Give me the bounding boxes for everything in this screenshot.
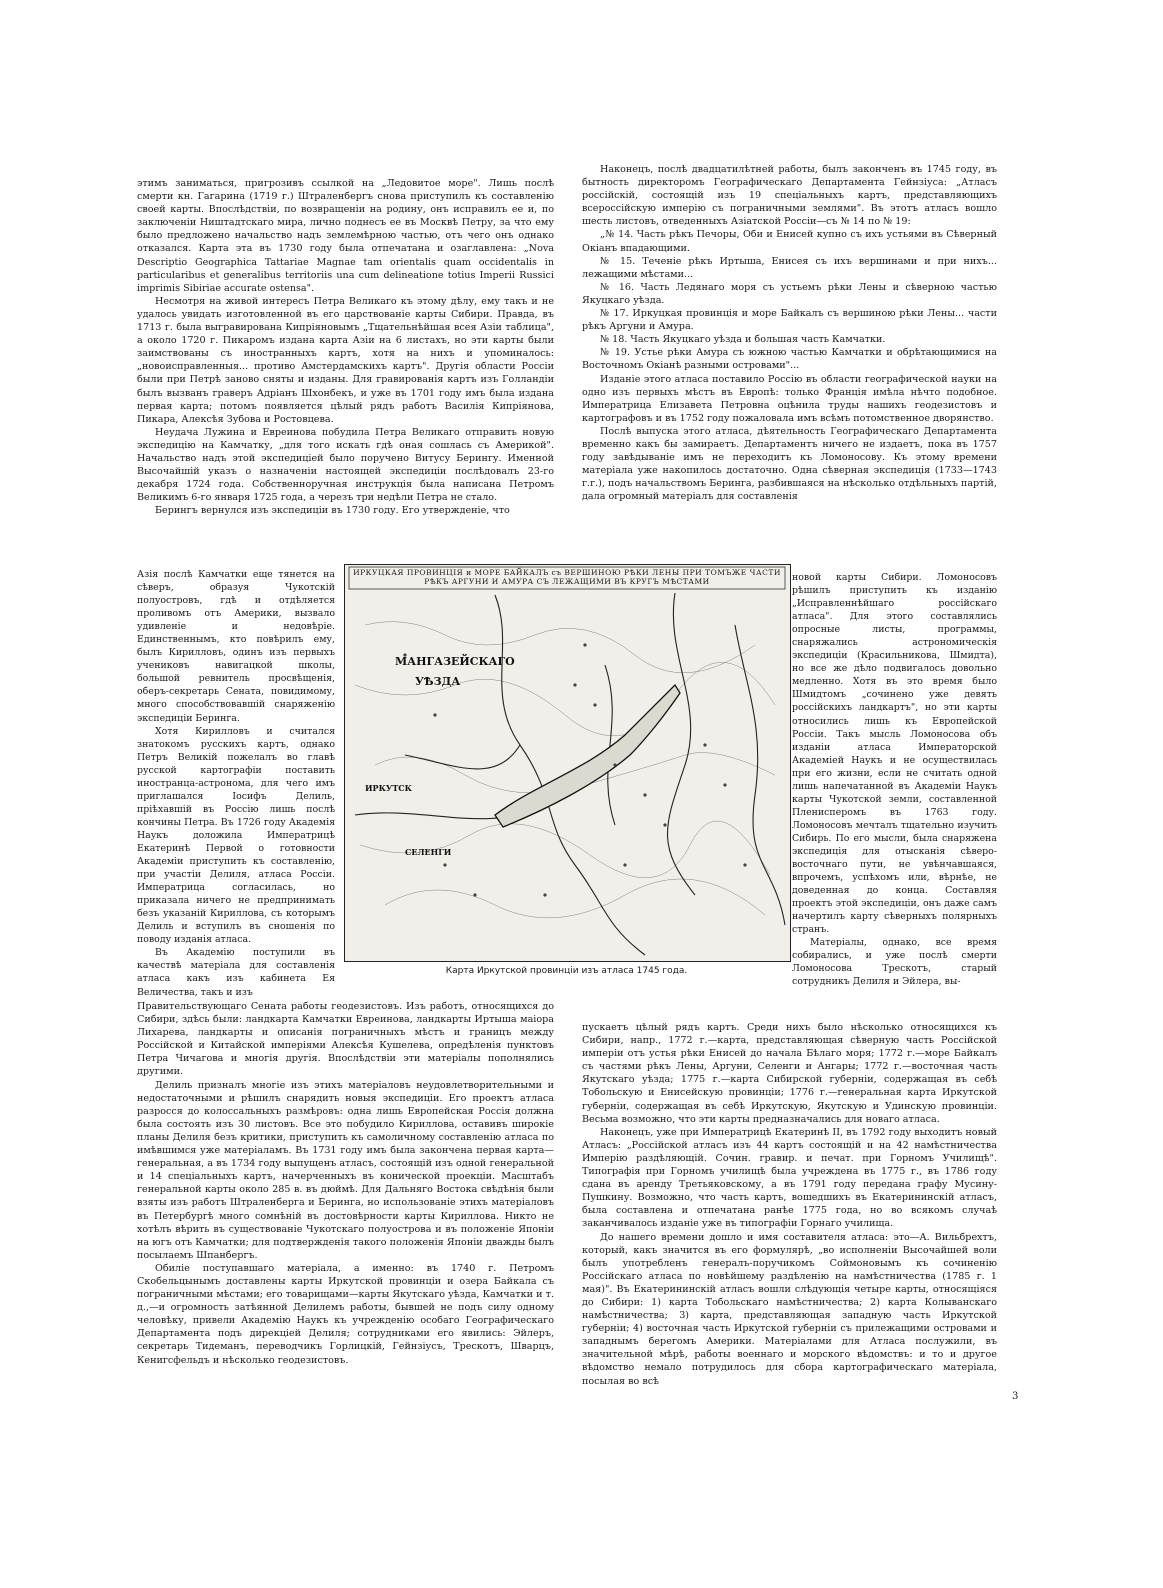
left-lower-text: [137, 1000, 554, 1367]
map-image: [344, 564, 791, 962]
paragraph: Хотя Кирилловъ и считался знатокомъ русскихъ картъ, однако Петръ Великій пожелалъ во главѣ русской картографіи поставить иностранца-астронома, для чего имъ приглашался Іосифъ Делиль, пріѣхавшій въ Россію лишь послѣ кончины Петра. Въ 1726 году Академія Наукъ доложила Императрицѣ Екатеринѣ Первой о готовности Академіи приступить къ составленію, при участіи Делиля, атласа Россіи. Императрица согласилась, но приказала ничего не предпринимать безъ указаній Кириллова, съ которымъ Делиль и вступилъ въ сношенія по поводу изданія атласа.: [137, 725, 335, 946]
right-lower-text: [582, 1021, 997, 1388]
left-column-text: [137, 177, 554, 517]
paragraph: Делиль призналъ многіе изъ этихъ матеріаловъ неудовлетворительными и недостаточными и рѣшилъ снарядить новыя экспедиціи. Его проектъ атласа разросся до колоссальныхъ размѣровъ: одна лишь Европейская Россія должна была состоять изъ 30 листовъ. Все это побудило Кириллова, оставивъ широкіе планы Делиля безъ критики, приступить къ самоличному составленію атласа по имѣвшимся уже матеріаламъ. Въ 1731 году имъ была закончена первая карта—генеральная, а въ 1734 году выпущенъ атласъ, состоящій изъ одной генеральной и 14 спеціальныхъ картъ, начерченныхъ въ конической проекціи. Масштабъ генеральной карты около 285 в. въ дюймѣ. Для Дальняго Востока свѣдѣнія были взяты изъ работъ Штраленберга и Беринга, но использованіе этихъ матеріаловъ въ Петербургѣ много сомнѣній въ достовѣрности карты Кириллова. Никто не хотѣлъ вѣрить въ существованіе Чукотскаго полуострова и въ положеніе Японіи на югъ отъ Камчатки; для подтвержденія такого положенія Японіи дважды былъ посылаемъ Шпанбергъ.: [137, 1079, 554, 1261]
paragraph: Наконецъ, послѣ двадцатилѣтней работы, былъ законченъ въ 1745 году, въ бытность директоромъ Географическаго Департамента Гейнзіуса: „Атласъ россійскій, состоящій изъ 19 спеціальныхъ картъ, представляющихъ всероссійскую имперію съ пограничными землями". Въ этотъ атласъ вошло шесть листовъ, отведенныхъ Азіатской Россіи—съ № 14 по № 19:: [582, 164, 997, 228]
map-label: УѢЗДА: [415, 675, 461, 688]
map-drawing: [345, 565, 790, 961]
map-label: ИРКУТСК: [365, 783, 412, 793]
paragraph: этимъ заниматься, пригрозивъ ссылкой на „Ледовитое море". Лишь послѣ смерти кн. Гагарина (1719 г.) Штраленбергъ снова приступилъ къ составленію своей карты. Впослѣдствіи, по возвращеніи на родину, онъ исправилъ ее и, по заключеніи Ништадтскаго мира, лично поднесъ ее въ Москвѣ Петру, за что ему было предложено начальство надъ землемѣрною частью, отъ чего онъ однако отказался. Карта эта въ 1730 году была отпечатана и озаглавлена: „Nova Descriptio Geographica Tattariae Magnae tam orientalis quam occidentalis in particularibus et generalibus territoriis una cum delineatione totius Imperii Russici imprimis Sibiriae accurate ostensa".: [137, 178, 554, 294]
paragraph: Азія послѣ Камчатки еще тянется на сѣверъ, образуя Чукотскій полуостровъ, гдѣ и отдѣляется проливомъ отъ Америки, вызвало удивленіе и недовѣріе. Единственнымъ, кто повѣрилъ ему, былъ Кирилловъ, одинъ изъ первыхъ учениковъ навигацкой школы, большой ревнитель просвѣщенія, оберъ-секретарь Сената, повидимому, много способствовавшій снаряженію экспедиціи Беринга.: [137, 569, 335, 724]
paragraph: До нашего времени дошло и имя составителя атласа: это—А. Вильбрехтъ, который, какъ значится въ его формулярѣ, „во исполненіи Высочайшей воли былъ употребленъ генералъ-поручикомъ Соймоновымъ къ сочиненію Россійскаго атласа по новѣйшему раздѣленію на намѣстничества (1785 г. 1 мая)". Въ Екатерининскій атласъ вошли слѣдующія четыре карты, относящіяся до Сибири: 1) карта Тобольскаго намѣстничества; 2) карта Колыванскаго намѣстничества; 3) карта, представляющая западную часть Иркутской губерніи; 4) восточная часть Иркутской губерніи съ прилежащими островами и западнымъ берегомъ Америки. Матеріалами для Атласа послужили, въ значительной мѣрѣ, работы военнаго и морского вѣдомствъ: и то и другое вѣдомство немало потрудилось для сбора картографическаго матеріала, посылая во всѣ: [582, 1231, 997, 1387]
page-number: 3: [1012, 1391, 1019, 1402]
map-label: СЕЛЕНГИ: [405, 847, 452, 857]
paragraph: Несмотря на живой интересъ Петра Великаго къ этому дѣлу, ему такъ и не удалось увидать изготовленной въ его царствованіе карты Сибири. Правда, въ 1713 г. была выгравирована Кипріяновымъ „Тщательнѣйшая всея Азіи таблица", а около 1720 г. Пикаромъ издана карта Азіи на 6 листахъ, но эти карты были заимствованы съ иностранныхъ картъ, хотя на нихъ и упоминалось: „новоисправленныя... противо Амстердамскихъ картъ". Другія области Россіи были при Петрѣ заново сняты и изданы. Для гравированія картъ изъ Голландіи былъ вызванъ граверъ Адріанъ Шхонбекъ, и уже въ 1701 году имъ была издана первая карта; потомъ появляется цѣлый рядъ работъ Василія Кипріянова, Пикара, Алексѣя Зубова и Ростовцева.: [137, 295, 554, 425]
atlas-sheet-item: № 15. Теченіе рѣкъ Иртыша, Енисея съ ихъ вершинами и при нихъ... лежащими мѣстами...: [582, 255, 997, 280]
paragraph: Въ Академію поступили въ качествѣ матеріала для составленія атласа какъ изъ кабинета Ея Величества, такъ и изъ: [137, 947, 335, 998]
map-figure: [344, 564, 789, 982]
map-caption: Карта Иркутской провинціи изъ атласа 1745 года.: [445, 966, 688, 976]
left-narrow-text: [137, 568, 335, 999]
map-title: ИРКУЦКАЯ ПРОВИНЦІЯ и МОРЕ БАЙКАЛЪ съ ВЕРШИНОЮ РѢКИ ЛЕНЫ ПРИ ТОМЪЖЕ ЧАСТИ РѢКЪ АРГУНИ И АМУРА СЪ ЛЕЖАЩИМИ ВЪ КРУГЪ МѢСТАМИ: [353, 568, 781, 586]
right-column-text: [582, 163, 997, 503]
atlas-sheet-item: № 16. Часть Ледянаго моря съ устьемъ рѣки Лены и сѣверною частью Якуцкаго уѣзда.: [582, 281, 997, 306]
paragraph: Неудача Лужина и Евреинова побудила Петра Великаго отправить новую экспедицію на Камчатку, „для того искать гдѣ оная сошлась съ Америкой". Начальство надъ этой экспедиціей было поручено Витусу Берингу. Именной Высочайшій указъ о назначеніи настоящей экспедиціи послѣдовалъ 23-го декабря 1724 года. Собственноручная инструкція была написана Петромъ Великимъ 6-го января 1725 года, а черезъ три недѣли Петра не стало.: [137, 426, 554, 504]
atlas-sheet-item: № 19. Устье рѣки Амура съ южною частью Камчатки и обрѣтающимися на Восточномъ Окіанѣ разными островами"...: [582, 347, 997, 372]
atlas-sheet-item: № 18. Часть Якуцкаго уѣзда и большая часть Камчатки.: [600, 334, 886, 346]
paragraph: Послѣ выпуска этого атласа, дѣятельность Географическаго Департамента временно какъ бы замираетъ. Департаментъ ничего не издаетъ, пока въ 1757 году завѣдываніе имъ не переходитъ къ Ломоносову. Къ этому времени матеріала уже накопилось достаточно. Одна сѣверная экспедиція (1733—1743 г.г.), подъ начальствомъ Беринга, разбившаяся на нѣсколько отдѣльныхъ партій, дала огромный матеріалъ для составленія: [582, 425, 997, 503]
atlas-sheet-item: № 17. Иркуцкая провинція и море Байкалъ съ вершиною рѣки Лены... части рѣкъ Аргуни и Амура.: [582, 308, 997, 333]
paragraph: Матеріалы, однако, все время собирались, и уже послѣ смерти Ломоносова Трескотъ, старый сотрудникъ Делиля и Эйлера, вы-: [792, 937, 997, 988]
paragraph: Обиліе поступавшаго матеріала, а именно: въ 1740 г. Петромъ Скобельцынымъ доставлены карты Иркутской провинціи и озера Байкала съ пограничными мѣстами; его товарищами—карты Якутскаго уѣзда, Камчатки и т. д.,—и огромность затѣянной Делилемъ работы, бывшей не подъ силу одному человѣку, привели Академію Наукъ къ учрежденію особаго Географическаго Департамента подъ дирекціей Делиля; сотрудниками его явились: Эйлеръ, секретарь Тидеманъ, переводчикъ Горлицкій, Гейнзіусъ, Трескотъ, Шварцъ, Кенигсфельдъ и нѣсколько геодезистовъ.: [137, 1262, 554, 1366]
map-label: МАНГАЗЕЙСКАГО: [395, 655, 515, 668]
paragraph: Берингъ вернулся изъ экспедиціи въ 1730 году. Его утвержденіе, что: [155, 505, 510, 517]
paragraph: Наконецъ, уже при Императрицѣ Екатеринѣ II, въ 1792 году выходитъ новый Атласъ: „Россійской атласъ изъ 44 картъ состоящій и на 42 намѣстничества Имперію раздѣляющій. Сочин. гравир. и печат. при Горномъ Училищѣ". Типографія при Горномъ училищѣ была учреждена въ 1775 г., въ 1786 году сдана въ аренду Третьяковскому, а въ 1791 году передана графу Мусину-Пушкину. Возможно, что часть картъ, вошедшихъ въ Екатерининскій атласъ, была составлена и отпечатана ранѣе 1775 года, но во всякомъ случаѣ заканчивалось изданіе уже въ типографіи Горнаго училища.: [582, 1126, 997, 1230]
paragraph: Изданіе этого атласа поставило Россію въ области географической науки на одно изъ первыхъ мѣстъ въ Европѣ: только Франція имѣла нѣчто подобное. Императрица Елизавета Петровна оцѣнила труды нашихъ геодезистовъ и картографовъ и въ 1752 году пожаловала имъ всѣмъ потомственное дворянство.: [582, 373, 997, 424]
paragraph: Правительствующаго Сената работы геодезистовъ. Изъ работъ, относящихся до Сибири, здѣсь были: ландкарта Камчатки Евреинова, ландкарты Иртыша маіора Лихарева, ландкарты и описанія пограничныхъ мѣстъ и границъ между Россійской и Китайской имперіями Алексѣя Кушелева, опредѣленія пунктовъ Петра Чичагова и многія другія. Впослѣдствіи эти матеріалы пополнялись другими.: [137, 1001, 554, 1078]
paragraph: пускаетъ цѣлый рядъ картъ. Среди нихъ было нѣсколько относящихся къ Сибири, напр., 1772 г.—карта, представляющая сѣверную часть Россійской имперіи отъ устья рѣки Енисей до начала Бѣлаго моря; 1772 г.—море Байкалъ съ частями рѣкъ Лены, Аргуни, Селенги и Ангары; 1772 г.—восточная часть Якутскаго уѣзда; 1775 г.—карта Сибирской губерніи, содержащая въ себѣ Тобольскую и Енисейскую провинціи; 1776 г.—генеральная карта Иркутской губерніи, содержащая въ себѣ Иркутскую, Якутскую и Удинскую провинціи. Весьма возможно, что эти карты предназначались для новаго атласа.: [582, 1022, 997, 1125]
atlas-sheet-item: „№ 14. Часть рѣкъ Печоры, Оби и Енисей купно съ ихъ устьями въ Сѣверный Окіанъ впадающими.: [582, 229, 997, 254]
right-narrow-text: [792, 571, 997, 989]
paragraph: новой карты Сибири. Ломоносовъ рѣшилъ приступить къ изданію „Исправленнѣйшаго россійскаго атласа". Для этого составлялись опросные листы, программы, снаряжались астрономическія экспедиціи (Красильникова, Шмидта), но все же дѣло подвигалось довольно медленно. Хотя въ это время было Шмидтомъ „сочинено уже девять россійскихъ ландкартъ", но эти карты относились лишь къ Европейской Россіи. Такъ мысль Ломоносова объ изданіи атласа Императорской Академіей Наукъ и не осуществилась при его жизни, если не считать одной лишь напечатанной въ Академіи Наукъ карты Чукотской земли, составленной Пленисперомъ въ 1763 году. Ломоносовъ мечталъ тщательно изучить Сибирь. По его мысли, была снаряжена экспедиція для отысканія сѣверо-восточнаго пути, не увѣнчавшаяся, впрочемъ, успѣхомъ или, вѣрнѣе, не доведенная до конца. Составляя проектъ этой экспедиціи, онъ даже самъ начертилъ карту сѣверныхъ полярныхъ странъ.: [792, 572, 997, 936]
